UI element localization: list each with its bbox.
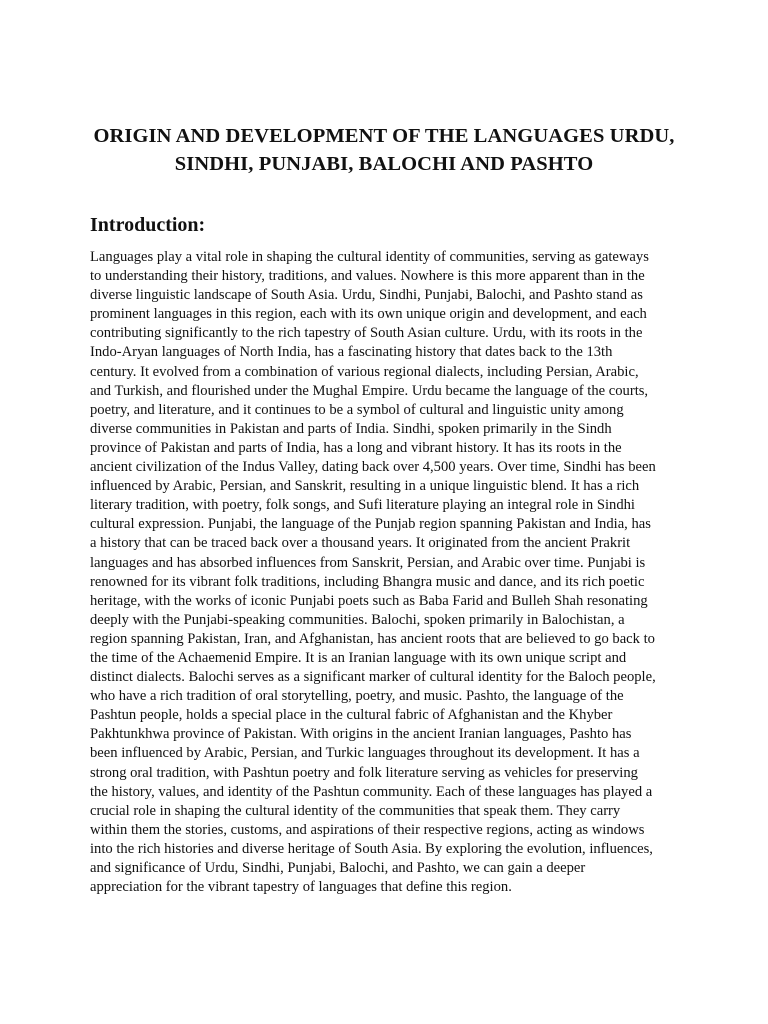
paragraph-line: within them the stories, customs, and aspirations of their respective regions, acting as windows [90,821,645,838]
paragraph-line: province of Pakistan and parts of India, has a long and vibrant history. It has its roots in the [90,439,622,456]
paragraph-line: region spanning Pakistan, Iran, and Afghanistan, has ancient roots that are believed to go back to [90,630,655,647]
paragraph-line: languages and has absorbed influences from Sanskrit, Persian, and Arabic over time. Punjabi is [90,554,646,571]
paragraph-line: appreciation for the vibrant tapestry of languages that define this region. [90,879,512,896]
paragraph-line: ancient civilization of the Indus Valley, dating back over 4,500 years. Over time, Sindhi has been [90,459,656,476]
paragraph-line: the history, values, and identity of the Pashtun community. Each of these languages has played a [90,783,653,800]
paragraph-line: crucial role in shaping the cultural identity of the communities that speak them. They carry [90,802,621,819]
title-line: SINDHI, PUNJABI, BALOCHI AND PASHTO [174,153,594,175]
paragraph-line: and Turkish, and flourished under the Mughal Empire. Urdu became the language of the courts, [90,382,649,399]
paragraph-line: distinct dialects. Balochi serves as a significant marker of cultural identity for the Baloch people, [90,669,656,686]
document-title [60,122,708,178]
paragraph-line: Languages play a vital role in shaping the cultural identity of communities, serving as gateways [90,249,649,265]
paragraph-line: and significance of Urdu, Sindhi, Punjabi, Balochi, and Pashto, we can gain a deeper [90,860,586,876]
paragraph-line: cultural expression. Punjabi, the language of the Punjab region spanning Pakistan and India, has [90,516,651,533]
paragraph-line: contributing significantly to the rich tapestry of South Asian culture. Urdu, with its roots in the [90,325,643,342]
title-line: ORIGIN AND DEVELOPMENT OF THE LANGUAGES URDU, [93,125,675,147]
paragraph-line: Pakhtunkhwa province of Pakistan. With origins in the ancient Iranian languages, Pashto has [90,726,632,743]
paragraph-line: been influenced by Arabic, Persian, and Turkic languages throughout its development. It has a [90,745,640,762]
paragraph-line: renowned for its vibrant folk traditions, including Bhangra music and dance, and its rich poetic [90,573,645,590]
paragraph-line: century. It evolved from a combination of various regional dialects, including Persian, Arabic, [90,363,639,380]
paragraph-line: Indo-Aryan languages of North India, has a fascinating history that dates back to the 13th [90,344,613,361]
paragraph-line: Pashtun people, holds a special place in the cultural fabric of Afghanistan and the Khyber [90,707,613,724]
paragraph-line: deeply with the Punjabi-speaking communities. Balochi, spoken primarily in Balochistan, a [90,611,625,628]
paragraph-line: heritage, with the works of iconic Punjabi poets such as Baba Farid and Bulleh Shah resonating [90,592,648,609]
introduction-paragraph [90,248,690,897]
paragraph-line: the time of the Achaemenid Empire. It is an Iranian language with its own unique script and [90,649,627,666]
paragraph-line: into the rich histories and diverse heritage of South Asia. By exploring the evolution, influences, [90,840,653,857]
paragraph-line: poetry, and literature, and it continues to be a symbol of cultural and linguistic unity among [90,401,624,418]
paragraph-line: who have a rich tradition of oral storytelling, poetry, and music. Pashto, the language of the [90,688,624,705]
section-heading: Introduction: [90,214,206,236]
paragraph-line: prominent languages in this region, each with its own unique origin and development, and each [90,306,647,323]
paragraph-line: to understanding their history, traditions, and values. Nowhere is this more apparent than in the [90,268,645,285]
paragraph-line: diverse linguistic landscape of South Asia. Urdu, Sindhi, Punjabi, Balochi, and Pashto stand as [90,287,643,304]
paragraph-line: diverse communities in Pakistan and parts of India. Sindhi, spoken primarily in the Sindh [90,420,612,437]
paragraph-line: a history that can be traced back over a thousand years. It originated from the ancient Prakrit [90,535,631,552]
paragraph-line: influenced by Arabic, Persian, and Sanskrit, resulting in a unique linguistic blend. It has a rich [90,478,640,495]
paragraph-line: literary tradition, with poetry, folk songs, and Sufi literature playing an integral role in Sindhi [90,497,635,514]
paragraph-line: strong oral tradition, with Pashtun poetry and folk literature serving as vehicles for preserving [90,764,638,781]
